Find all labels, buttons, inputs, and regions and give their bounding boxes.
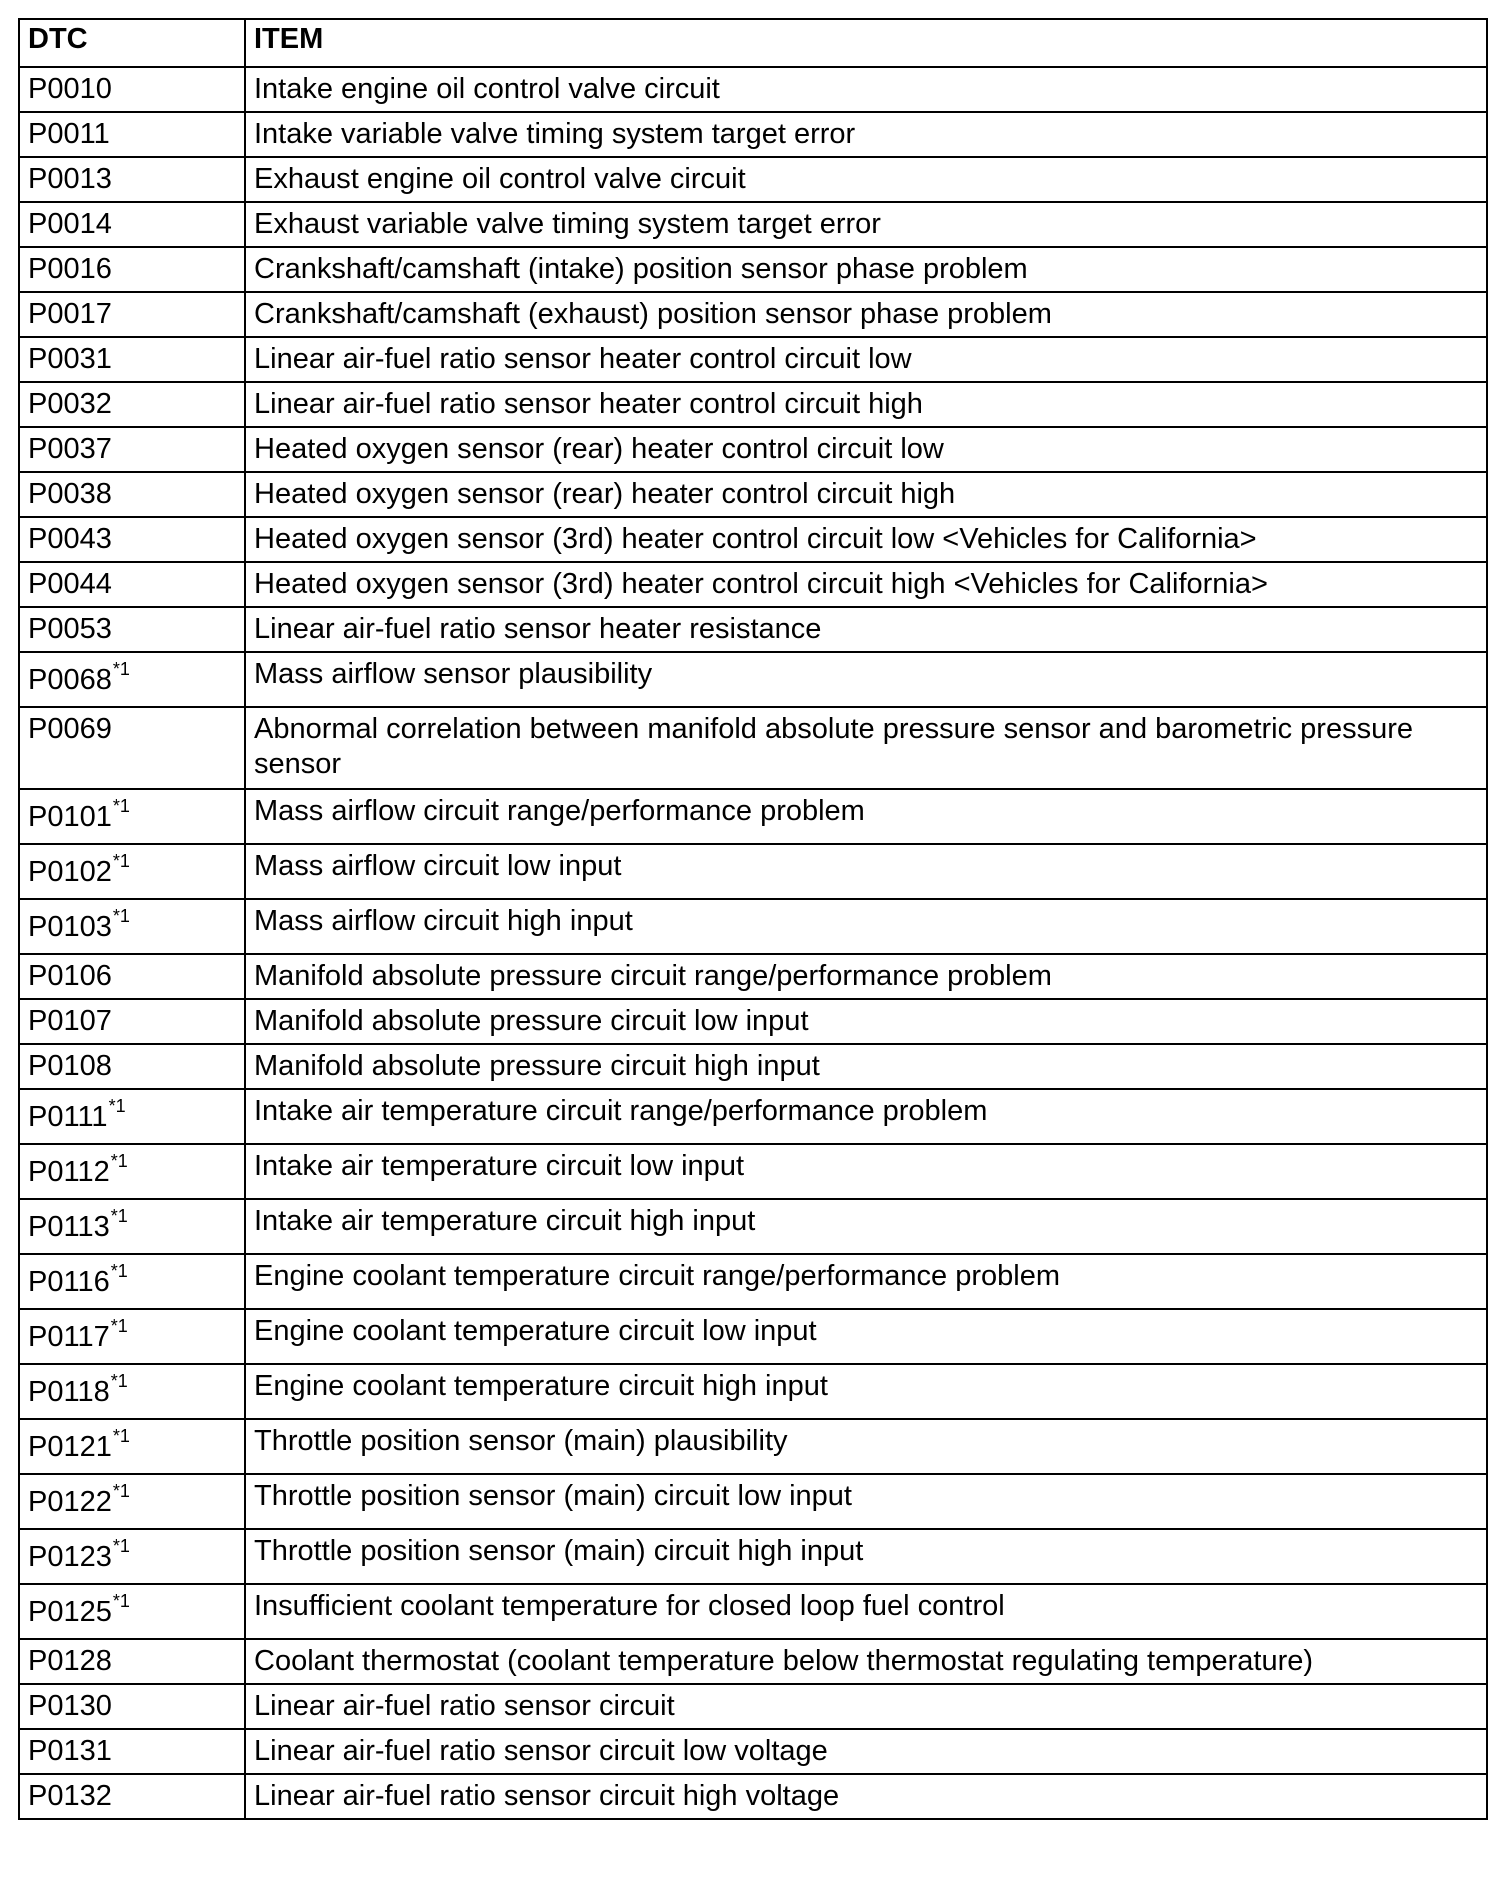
dtc-code: P0016 xyxy=(28,253,112,285)
table-row xyxy=(19,247,1487,292)
dtc-code: P0014 xyxy=(28,208,112,240)
dtc-code-cell xyxy=(19,1199,245,1254)
table-row xyxy=(19,1144,1487,1199)
item-description-cell: Heated oxygen sensor (rear) heater control circuit low xyxy=(245,427,1487,472)
table-row xyxy=(19,382,1487,427)
dtc-code-cell xyxy=(19,1529,245,1584)
table-row xyxy=(19,1199,1487,1254)
item-description-cell: Manifold absolute pressure circuit low input xyxy=(245,999,1487,1044)
table-row xyxy=(19,1364,1487,1419)
table-row xyxy=(19,337,1487,382)
dtc-code: P0038 xyxy=(28,478,112,510)
dtc-code: P0044 xyxy=(28,568,112,600)
item-description-cell: Coolant thermostat (coolant temperature below thermostat regulating temperature) xyxy=(245,1639,1487,1684)
table-row xyxy=(19,112,1487,157)
dtc-code-cell xyxy=(19,517,245,562)
dtc-code-cell xyxy=(19,1254,245,1309)
item-description-cell: Intake air temperature circuit high input xyxy=(245,1199,1487,1254)
table-row xyxy=(19,202,1487,247)
table-row xyxy=(19,1529,1487,1584)
dtc-code-cell xyxy=(19,899,245,954)
dtc-code-cell xyxy=(19,1729,245,1774)
footnote-marker: *1 xyxy=(112,851,130,871)
table-row xyxy=(19,1044,1487,1089)
dtc-code: P0068 xyxy=(28,664,112,696)
item-description-cell: Linear air-fuel ratio sensor circuit low voltage xyxy=(245,1729,1487,1774)
dtc-code-cell xyxy=(19,652,245,707)
dtc-code: P0128 xyxy=(28,1645,112,1677)
table-row xyxy=(19,1729,1487,1774)
item-description-cell: Linear air-fuel ratio sensor heater control circuit high xyxy=(245,382,1487,427)
dtc-code: P0125 xyxy=(28,1596,112,1628)
footnote-marker: *1 xyxy=(112,906,130,926)
footnote-marker: *1 xyxy=(112,1426,130,1446)
item-description-cell: Exhaust engine oil control valve circuit xyxy=(245,157,1487,202)
dtc-code-cell xyxy=(19,472,245,517)
dtc-code-cell xyxy=(19,1774,245,1819)
dtc-code-cell xyxy=(19,247,245,292)
footnote-marker: *1 xyxy=(110,1151,128,1171)
item-description-cell: Linear air-fuel ratio sensor circuit xyxy=(245,1684,1487,1729)
dtc-code: P0130 xyxy=(28,1690,112,1722)
dtc-code-cell xyxy=(19,789,245,844)
footnote-marker: *1 xyxy=(108,1096,126,1116)
dtc-code: P0111 xyxy=(28,1101,108,1133)
dtc-code-cell xyxy=(19,157,245,202)
dtc-code-cell xyxy=(19,112,245,157)
table-row xyxy=(19,1419,1487,1474)
dtc-code-cell xyxy=(19,1089,245,1144)
dtc-code: P0103 xyxy=(28,911,112,943)
footnote-marker: *1 xyxy=(112,796,130,816)
dtc-code: P0011 xyxy=(28,118,110,150)
dtc-code-cell xyxy=(19,1044,245,1089)
footnote-marker: *1 xyxy=(110,1206,128,1226)
dtc-code: P0037 xyxy=(28,433,112,465)
item-description-cell: Heated oxygen sensor (3rd) heater control circuit high <Vehicles for California> xyxy=(245,562,1487,607)
item-description-cell: Linear air-fuel ratio sensor heater resistance xyxy=(245,607,1487,652)
dtc-code: P0113 xyxy=(28,1211,110,1243)
dtc-code-cell xyxy=(19,562,245,607)
item-description-cell: Throttle position sensor (main) circuit low input xyxy=(245,1474,1487,1529)
footnote-marker: *1 xyxy=(110,1261,128,1281)
dtc-code: P0112 xyxy=(28,1156,110,1188)
dtc-code-cell xyxy=(19,1584,245,1639)
dtc-code-cell xyxy=(19,202,245,247)
item-description-cell: Heated oxygen sensor (rear) heater control circuit high xyxy=(245,472,1487,517)
item-description-cell: Manifold absolute pressure circuit high input xyxy=(245,1044,1487,1089)
dtc-code: P0132 xyxy=(28,1780,112,1812)
dtc-code-cell xyxy=(19,1639,245,1684)
table-row xyxy=(19,562,1487,607)
item-description-cell: Mass airflow circuit low input xyxy=(245,844,1487,899)
table-row xyxy=(19,67,1487,112)
table-header xyxy=(19,19,1487,67)
dtc-table xyxy=(18,18,1488,1820)
dtc-code: P0106 xyxy=(28,960,112,992)
footnote-marker: *1 xyxy=(112,659,130,679)
item-description-cell: Abnormal correlation between manifold absolute pressure sensor and barometric pressure sensor xyxy=(245,707,1487,789)
item-column-header: ITEM xyxy=(245,19,1487,67)
table-row xyxy=(19,427,1487,472)
table-row xyxy=(19,1584,1487,1639)
item-description-cell: Intake engine oil control valve circuit xyxy=(245,67,1487,112)
dtc-code: P0069 xyxy=(28,713,112,745)
dtc-code: P0053 xyxy=(28,613,112,645)
footnote-marker: *1 xyxy=(110,1371,128,1391)
dtc-code-cell xyxy=(19,1309,245,1364)
item-description-cell: Linear air-fuel ratio sensor heater control circuit low xyxy=(245,337,1487,382)
item-description-cell: Engine coolant temperature circuit high input xyxy=(245,1364,1487,1419)
dtc-code: P0118 xyxy=(28,1376,110,1408)
item-description-cell: Heated oxygen sensor (3rd) heater control circuit low <Vehicles for California> xyxy=(245,517,1487,562)
dtc-code-cell xyxy=(19,67,245,112)
dtc-code-cell xyxy=(19,999,245,1044)
dtc-code-cell xyxy=(19,292,245,337)
item-description-cell: Crankshaft/camshaft (exhaust) position sensor phase problem xyxy=(245,292,1487,337)
dtc-code: P0013 xyxy=(28,163,112,195)
dtc-code: P0043 xyxy=(28,523,112,555)
dtc-code: P0122 xyxy=(28,1486,112,1518)
item-description-cell: Linear air-fuel ratio sensor circuit high voltage xyxy=(245,1774,1487,1819)
item-description-cell: Intake air temperature circuit range/performance problem xyxy=(245,1089,1487,1144)
table-row xyxy=(19,652,1487,707)
table-row xyxy=(19,1309,1487,1364)
item-description-cell: Intake air temperature circuit low input xyxy=(245,1144,1487,1199)
table-row xyxy=(19,899,1487,954)
item-description-cell: Engine coolant temperature circuit range/performance problem xyxy=(245,1254,1487,1309)
table-row xyxy=(19,1474,1487,1529)
dtc-code-cell xyxy=(19,707,245,789)
item-description-cell: Throttle position sensor (main) plausibility xyxy=(245,1419,1487,1474)
table-row xyxy=(19,844,1487,899)
dtc-code-cell xyxy=(19,1419,245,1474)
table-row xyxy=(19,517,1487,562)
item-description-cell: Mass airflow circuit high input xyxy=(245,899,1487,954)
item-description-cell: Throttle position sensor (main) circuit high input xyxy=(245,1529,1487,1584)
table-row xyxy=(19,954,1487,999)
dtc-code: P0010 xyxy=(28,73,112,105)
dtc-code: P0107 xyxy=(28,1005,112,1037)
table-row xyxy=(19,292,1487,337)
dtc-code-cell xyxy=(19,1474,245,1529)
item-description-cell: Mass airflow sensor plausibility xyxy=(245,652,1487,707)
table-row xyxy=(19,1639,1487,1684)
table-row xyxy=(19,472,1487,517)
dtc-code: P0108 xyxy=(28,1050,112,1082)
item-description-cell: Engine coolant temperature circuit low input xyxy=(245,1309,1487,1364)
dtc-code: P0123 xyxy=(28,1541,112,1573)
table-row xyxy=(19,999,1487,1044)
dtc-code-cell xyxy=(19,337,245,382)
dtc-column-header: DTC xyxy=(19,19,245,67)
dtc-code-cell xyxy=(19,1364,245,1419)
item-description-cell: Mass airflow circuit range/performance problem xyxy=(245,789,1487,844)
table-row xyxy=(19,607,1487,652)
dtc-code: P0032 xyxy=(28,388,112,420)
dtc-code: P0017 xyxy=(28,298,112,330)
item-description-cell: Exhaust variable valve timing system target error xyxy=(245,202,1487,247)
dtc-code-cell xyxy=(19,1684,245,1729)
footnote-marker: *1 xyxy=(110,1316,128,1336)
dtc-code-cell xyxy=(19,1144,245,1199)
dtc-code: P0117 xyxy=(28,1321,110,1353)
dtc-code: P0131 xyxy=(28,1735,112,1767)
dtc-code-cell xyxy=(19,607,245,652)
table-row xyxy=(19,707,1487,789)
table-row xyxy=(19,157,1487,202)
dtc-code: P0031 xyxy=(28,343,112,375)
item-description-cell: Manifold absolute pressure circuit range/performance problem xyxy=(245,954,1487,999)
footnote-marker: *1 xyxy=(112,1481,130,1501)
dtc-code-cell xyxy=(19,382,245,427)
dtc-code-cell xyxy=(19,427,245,472)
table-row xyxy=(19,1774,1487,1819)
table-row xyxy=(19,1254,1487,1309)
item-description-cell: Insufficient coolant temperature for closed loop fuel control xyxy=(245,1584,1487,1639)
dtc-code: P0121 xyxy=(28,1431,112,1463)
footnote-marker: *1 xyxy=(112,1536,130,1556)
table-row xyxy=(19,789,1487,844)
item-description-cell: Crankshaft/camshaft (intake) position sensor phase problem xyxy=(245,247,1487,292)
dtc-code: P0116 xyxy=(28,1266,110,1298)
dtc-code: P0102 xyxy=(28,856,112,888)
table-body xyxy=(19,67,1487,1819)
dtc-code-cell xyxy=(19,954,245,999)
table-row xyxy=(19,1684,1487,1729)
footnote-marker: *1 xyxy=(112,1591,130,1611)
table-row xyxy=(19,1089,1487,1144)
dtc-code: P0101 xyxy=(28,801,112,833)
header-row xyxy=(19,19,1487,67)
dtc-code-cell xyxy=(19,844,245,899)
item-description-cell: Intake variable valve timing system target error xyxy=(245,112,1487,157)
